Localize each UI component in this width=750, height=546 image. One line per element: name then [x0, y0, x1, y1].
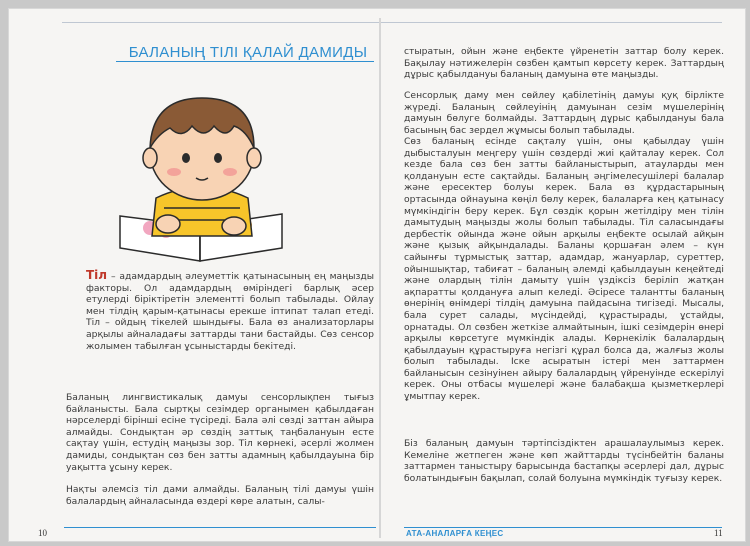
intro-paragraph	[86, 270, 374, 352]
title-underline	[116, 61, 374, 62]
footer-rule-left	[64, 527, 376, 528]
page-title: БАЛАНЫҢ ТІЛІ ҚАЛАЙ ДАМИДЫ	[128, 44, 368, 61]
child-reading-illustration	[112, 86, 292, 264]
right-paragraph-1: стыратын, ойын және еңбекте үйренетін заттар болу керек. Бақылау нәтижелерін сөзбен қамтып көрсету керек. Заттардың дұрыс қабылдануы баланың дамуына өте маңызды.	[404, 46, 724, 81]
footer-rule-right	[404, 527, 722, 528]
right-paragraph-2: Сенсорлық даму мен сөйлеу қабілетінің дамуы қуқ бірлікте жүреді. Баланың сөйлеуінің дамуынан сезім мүшелерінің дамуын бөлуге болмайды. Заттардың дұрыс қабылдануы бала басының бас зердел жұмысы болып табылады.	[404, 90, 724, 136]
lead-word: Тіл	[86, 268, 108, 282]
footer-section-label: АТА-АНАЛАРҒА КЕҢЕС	[406, 529, 504, 538]
left-paragraph-2: Баланың лингвистикалық дамуы сенсорлықпен тығыз байланысты. Бала сыртқы сезімдер органымен қабылдаған нәрселерді бірінші есіне түсіреді. Бала әлі сөзді заттан айыра алмайды. Сондықтан әр сөздің заттық таңбалануын есте сақтау үшін, естудің маңызы зор. Тіл көрнекі, әсерлі жолмен дамиды, сондықтан сөз бен затты адамның қабылдауына бір уақытта ұсыну керек.	[66, 392, 374, 473]
right-paragraph-4: Біз баланың дамуын тәртіпсіздіктен арашалаулымыз керек. Кемеліне жетпеген және көп жайттарды түсінбейтін баланы заттармен таныстыру барысында бастапқы әсерлері дал, дұрыс болатындығын бақылап, солай болуына мүмкіндік туғызу керек.	[404, 438, 724, 484]
right-paragraph-3: Сөз баланың есінде сақталу үшін, оны қабылдау үшін дыбысталуын меңгеру үшін сөздерді жиі қайталау керек. Сол кезде бала сөз бен затты байланыстырып, атауларды мен қолдануын есте сақтайды. Баланың әңгімелесушілері балалар және ересектер болуы керек. Бала өз құрдастарының ортасында ойнауына көңіл бөлу керек, балаларға кең қатынасу мүмкіндігін беру керек. Бұл сөздік қорын жетілдіру мен тілін дамытудың маңызды жолы болып табылады. Тіл саласындағы дербестік ойында және ойын арқылы еңбекте осылай айқын және қызық айқындалады. Баланы қоршаған әлем – күн сайынғы тұрмыстық заттар, адамдар, жануарлар, суреттер, ойыншықтар, табиғат – баланың әлемді қабылдауын кеңейтеді және олардың тілін дамыту үшін үздіксіз беріліп жатқан ақпаратты қолдануға алып келеді. Әсіресе талантты баланың өнерінің өнімдері тілдің дамуына пайдасына тигізеді. Мысалы, бала сурет салады, мүсіндейді, құрастырады, ұстайды, орнатады. Ол сөзбен жеткізе алмайтынын, ішкі сезімдерін өнері арқылы көрсетуге мүмкіндік алады. Көрнекілік балалардың қабылдауын құрастыруға негізгі құрал болса да, жалғыз жолы болып табылады. Іске асыратын істері мен заттармен байланысын сезінуінен айыру балалардың үйренуінде ескерілуі керек. Оны отбасы мүшелері және балабақша қызметкерлері ұмытпау керек.	[404, 136, 724, 403]
top-rule	[62, 22, 722, 23]
page-gutter	[379, 18, 381, 538]
book-spread	[8, 8, 746, 542]
left-paragraph-3: Нақты әлемсіз тіл дами алмайды. Баланың тілі дамуы үшін балалардың айналасында өздері көре алатын, салы-	[66, 484, 374, 507]
left-page-number: 10	[38, 528, 47, 538]
intro-text: – адамдардың әлеуметтік қатынасының ең маңызды факторы. Ол адамдардың өміріндегі барлық әсер етулерді біріктіретін элементті болып табылады. Ойлау мен тілдің қарым-қатынасы ерекше іптипат талап етеді. Тіл – ойдың тікелей шындығы. Бала өз анализаторлары арқылы айналадағы заттарды тани бастайды. Сөз сенсор жолымен табылған ұсыныстарды бекітеді.	[86, 271, 374, 352]
right-page-number: 11	[714, 528, 723, 538]
